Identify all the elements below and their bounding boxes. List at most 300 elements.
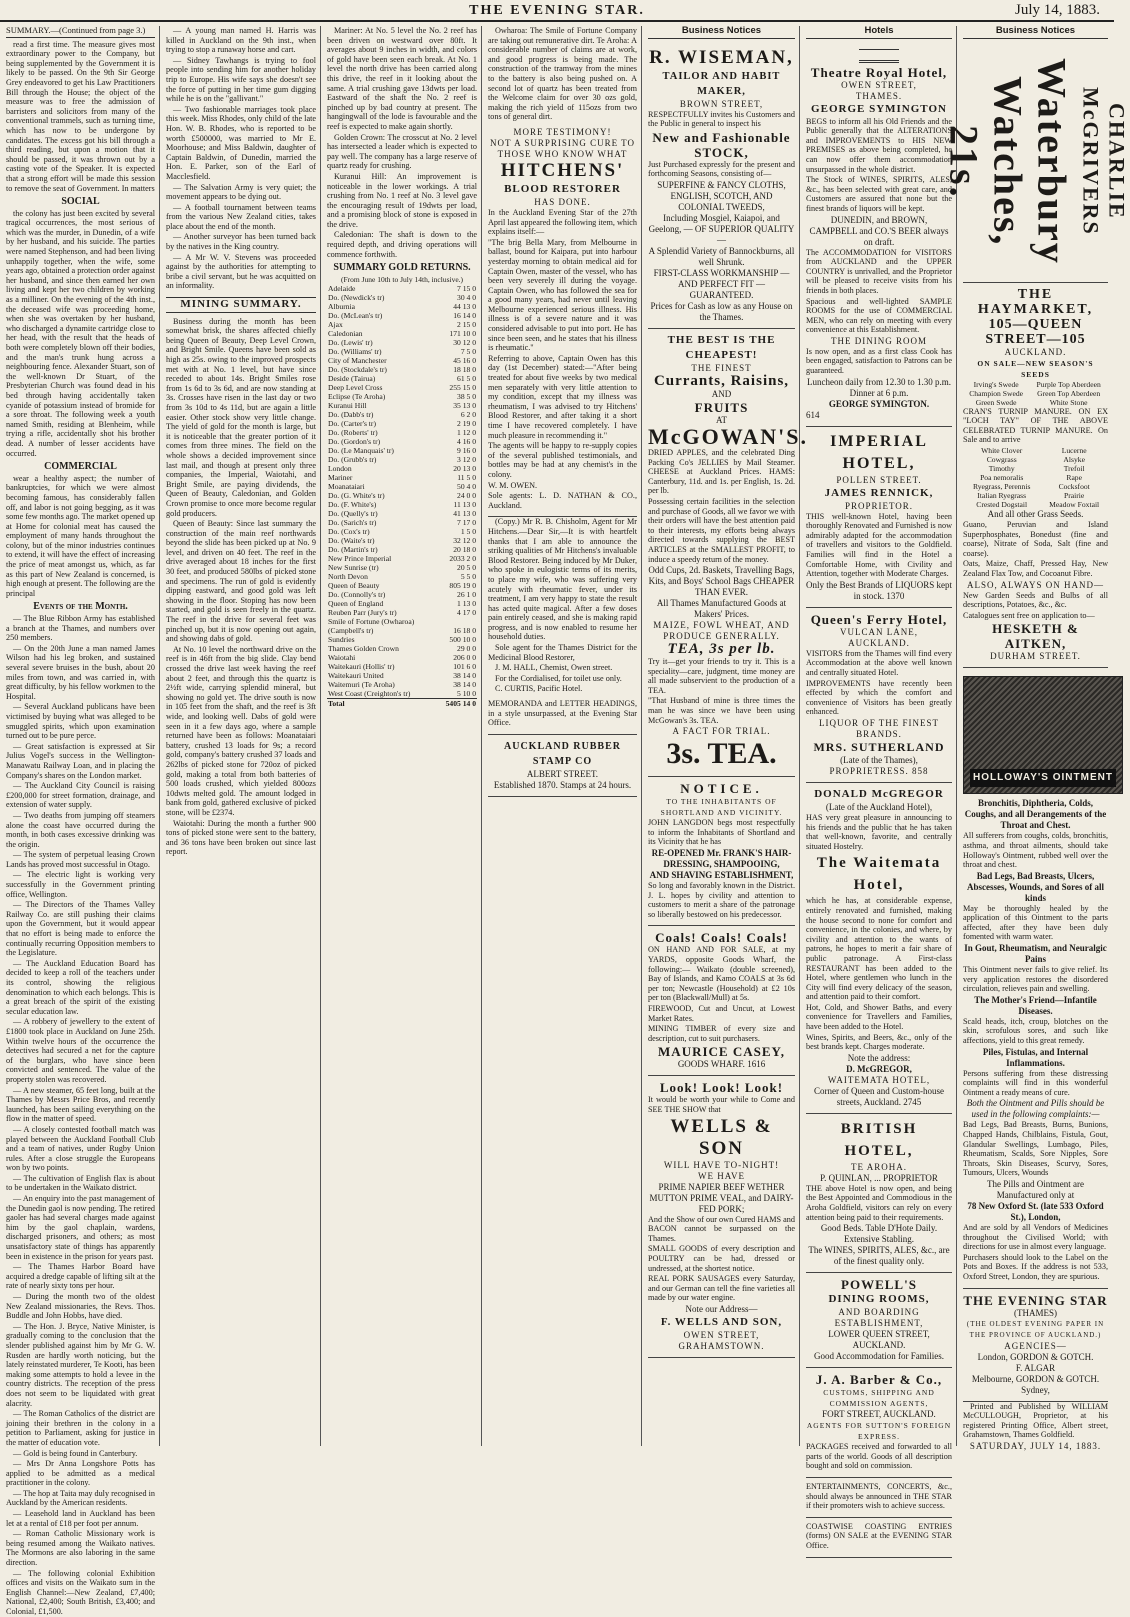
gold-return-row-cell: 41 13 0 <box>453 509 476 519</box>
gold-return-row <box>327 590 477 599</box>
tea-quote: "That Husband of mine is three times the man he was since we have been using McGowan's 3s. TEA. <box>648 696 795 725</box>
grass-row-cell: White Clover <box>981 445 1023 455</box>
gold-return-row-cell: 61 5 0 <box>457 374 476 384</box>
gold-return-row-cell: Do. (Dabb's tr) <box>328 410 374 420</box>
remedy-paragraph: Sole agent for the Thames District for the Medicinal Blood Restorer, <box>488 643 637 662</box>
mining-summary-list <box>166 317 316 857</box>
gold-return-row-cell: 50 4 0 <box>457 482 476 492</box>
wiseman-cloths: SUPERFINE & FANCY CLOTHS, ENGLISH, SCOTCH, AND COLONIAL TWEEDS, <box>657 179 786 212</box>
haymarket-title: THE HAYMARKET, <box>977 286 1094 317</box>
casey-address <box>648 1059 795 1070</box>
testimony-paragraph: Sole agents: L. D. NATHAN & CO., Auckland. <box>488 491 637 510</box>
gold-return-row <box>327 338 477 347</box>
business-notices-header-2: Business Notices <box>963 26 1108 39</box>
news-item: — Another surveyor has been turned back by the natives in the King country. <box>166 232 316 252</box>
gold-return-row-cell: Alburnia <box>328 302 355 312</box>
haymarket-ad <box>963 283 1108 669</box>
stabling: Extensive Stabling. <box>844 1234 914 1245</box>
gold-return-row-cell: 32 12 0 <box>453 536 476 546</box>
mining-summary-heading: MINING SUMMARY. <box>166 297 316 313</box>
total-value: 5405 14 0 <box>437 699 477 709</box>
gold-return-row <box>327 365 477 374</box>
gold-return-row-cell: 24 0 0 <box>457 491 476 501</box>
events-heading: Events of the Month. <box>33 601 128 613</box>
grass-row <box>963 446 1108 455</box>
commercial-heading: COMMERCIAL <box>44 461 117 473</box>
garden-text: New Garden Seeds and Bulbs of all descriptions, Potatoes, &c., &c. <box>963 590 1108 610</box>
gold-return-row-cell: 9 16 0 <box>457 446 476 456</box>
gold-return-row-cell: 805 19 0 <box>449 581 476 591</box>
langdon-text-2: So long and favorably known in the District. J. L. hopes by civility and attention to customers to merit a share of the patronage so liberally bestowed on his predecessor. <box>648 881 795 919</box>
queen-street: 105—QUEEN STREET—105 <box>985 316 1086 347</box>
coals-text: ON HAND AND FOR SALE, at my YARDS, opposite Goods Wharf, the following:— Waikato (double screened), Bay of Islands, and Kamo COALS at 3s 6d per ton; Newcastle (Household) at £2 10s per ton (Blackwall/Mull) at 5s. <box>648 945 795 1003</box>
gold-return-row <box>327 455 477 464</box>
gold-return-row-cell: Waitekauri (Hollis' tr) <box>328 662 395 672</box>
theatre-address: OWEN STREET, <box>841 79 917 90</box>
news-item: — A young man named H. Harris was killed in Auckland on the 9th inst., when trying to stop a runaway horse and cart. <box>166 26 316 55</box>
gold-return-row-cell: North Devon <box>328 572 368 582</box>
mcgowan-name: McGOWAN'S. <box>648 423 808 449</box>
seed-row-cell: White Stone <box>1049 397 1088 407</box>
business-notices-header: Business Notices <box>648 26 795 39</box>
summary-header: SUMMARY.—(Continued from page 3.) <box>6 26 155 38</box>
gold-return-row-cell: 1 13 0 <box>457 599 476 609</box>
waitemata-signature: WAITEMATA HOTEL, <box>827 1074 931 1085</box>
gold-return-row-cell: 16 14 0 <box>453 311 476 321</box>
seed-row <box>963 389 1108 398</box>
gold-return-row <box>327 356 477 365</box>
hitchens-ad <box>488 123 637 517</box>
ferry-auckland: AUCKLAND. <box>848 637 910 648</box>
testimony-paragraph: W. M. OWEN. <box>488 480 538 490</box>
liquors-label: Only the Best Brands of LIQUORS kept in stock. <box>806 579 952 601</box>
gold-return-row-cell: 20 13 0 <box>453 464 476 474</box>
fact-trial: A FACT FOR TRIAL. <box>672 726 771 737</box>
piles-heading: Piles, Fistulas, and Internal Inflammations. <box>982 1046 1089 1068</box>
quinlan-proprietor: P. QUINLAN, ... PROPRIETOR <box>820 1172 938 1183</box>
event-item: — The Hon. J. Bryce, Native Minister, is gradually coming to the conclusion that the slender published against him by Mr G. W. Rusden are hardly worth noticing, but the lately reinstated murderer, Te Kooti, has been making some attempts to hold a levee in the country districts. The reception of the press does not seem to be liquidated with great alacrity. <box>6 1321 155 1408</box>
mcgowan-text-2: Possessing certain facilities in the selection and purchase of Goods, all we favor we with their orders will have the best attention paid to their interests, my efforts being always directed towards supplying the BEST ARTICLES at the SMALLEST PROFIT, to induce a speedy return of the money. <box>648 496 795 564</box>
agencies: AGENCIES— <box>1004 1340 1067 1351</box>
gold-return-row-cell: 30 12 0 <box>453 338 476 348</box>
remedy-paragraph: J. M. HALL, Chemist, Owen street. <box>495 663 613 673</box>
look-heading: Look! Look! Look! <box>659 1080 784 1096</box>
tea-text: Try it—get your friends to try it. This is a speciality—care, judgment, time money are all made subservient to the production of a TEA. <box>648 657 795 695</box>
rennick-name: JAMES RENNICK, <box>824 486 934 499</box>
proprietress <box>806 766 952 777</box>
gold-return-row <box>327 563 477 572</box>
rubber-stamp-established: Established 1870. Stamps at 24 hours. <box>493 779 632 790</box>
gold-return-row <box>327 608 477 617</box>
gold-return-row-cell: Queen of England <box>328 599 384 609</box>
wells-ad <box>648 1076 795 1358</box>
symington-signature: GEORGE SYMINGTON. <box>828 398 930 409</box>
evening-star-ad <box>963 1289 1108 1402</box>
queens-ferry-ad <box>806 608 952 783</box>
gold-return-row-cell: 26 1 0 <box>457 590 476 600</box>
gold-return-row <box>327 671 477 680</box>
gold-return-row-cell: 7 17 0 <box>457 518 476 528</box>
sausages-text: REAL PORK SAUSAGES every Saturday, and our German can tell the fine varieties all made by our water engine. <box>648 1274 795 1303</box>
gold-return-row-cell: 1 5 0 <box>460 527 476 537</box>
grass-row <box>963 464 1108 473</box>
gold-return-row-cell: Do. (Lewis' tr) <box>328 338 373 348</box>
grass-row-cell: Alsyke <box>1063 454 1085 464</box>
testimony-paragraph: Referring to above, Captain Owen has this day (1st December) stated:—"After being treated for about five weeks by two medical men separately with very little attention to my condition, except that my illness was rheumatism, I was advised to try Hitchens' Blood Restorer, and after taking it a short time I have recovered completely. I have much pleasure in recommending it." <box>488 353 637 440</box>
gold-returns-total-row <box>327 699 477 709</box>
gold-return-row-cell: 7 15 0 <box>457 284 476 294</box>
mining-paragraph: Queen of Beauty: Since last summary the construction of the main reef northwards beyond the slide has been picked up at No. 9 level, and driven on 40 feet. The reef in the drive averaged about 18 inches for the first 30 feet, and produced 580lbs of picked stone and specimens. The run of gold is evidently dipping eastward, and good gold was left showing in the floor. Stoping has now been started, and gold is seen freely in the quartz. The reef in the drive for several feet was pinched up, but it is now opening out again, and showing dabs of gold. <box>166 519 316 644</box>
gold-return-row-cell: 11 5 0 <box>457 473 476 483</box>
beef-text: PRIME NAPIER BEEF WETHER MUTTON PRIME VEAL, and DAIRY-FED PORK; <box>649 1181 794 1214</box>
guano-text: Guano, Peruvian and Island Superphosphates, Bonedust (fine and coarse), Nitrate of Soda, Salt (fine and coarse). <box>963 519 1108 558</box>
gold-return-row <box>327 392 477 401</box>
gold-return-row <box>327 293 477 302</box>
good-beds: Good Beds. Table D'Hote Daily. <box>820 1223 938 1234</box>
grass-row <box>963 455 1108 464</box>
crest-icon <box>859 49 899 63</box>
gold-return-row <box>327 401 477 410</box>
gold-return-row-cell: 44 13 0 <box>453 302 476 312</box>
hot-cold-text: Hot, Cold, and Shower Baths, and every convenience for Travellers and Families, have been added to the Hotel. <box>806 1002 952 1032</box>
gold-return-row <box>327 509 477 518</box>
gold-return-row <box>327 302 477 311</box>
gold-return-row-cell: City of Manchester <box>328 356 387 366</box>
waterbury-text: Waterbury Watches, 21s. <box>941 58 1075 266</box>
gold-return-row <box>327 581 477 590</box>
mcgregor-signature: D. McGREGOR, <box>846 1063 912 1074</box>
holloway-address: 78 New Oxford St. (late 533 Oxford St.), London, <box>967 1200 1104 1222</box>
gold-return-row <box>327 437 477 446</box>
gold-return-row <box>327 554 477 563</box>
seed-row-cell: Champion Swede <box>969 388 1024 398</box>
gold-return-row <box>327 446 477 455</box>
news-item: — A Mr W. V. Stevens was proceeded against by the authorities for attempting to bribe a civil servant, but he was acquitted on an informality. <box>166 252 316 291</box>
seed-row-cell: Green Top Aberdeen <box>1037 388 1101 398</box>
gold-return-row-cell: Mariner <box>328 473 353 483</box>
owharoa-paragraph: Owharoa: The Smile of Fortune Company are taking out remunerative dirt. Te Aroha: A considerable number of claims are at work, and good progress is being made. The construction of the tramway from the mines to the battery is also being pushed on. A second lot of quartz has been treated from the Welcome claim for over 30 ozs gold, making the rich yield of 115ozs from two tons of general dirt. <box>488 26 637 122</box>
odd-cups: Odd Cups, 2d. Baskets, Travelling Bags, Kits, and Boys' School Bags CHEAPER THAN EVER. <box>648 565 795 598</box>
event-item: — A robbery of jewellery to the extent of £1800 took place in Auckland on June 25th. Within twelve hours of the occurrence the detectives had secured a net for the capture of the burglars, who have since been convicted and sentenced. The value of the property stolen was recovered. <box>6 1017 155 1084</box>
grass-row-cell: Cowgrass <box>986 454 1017 464</box>
grass-row-cell: Italian Ryegrass <box>977 490 1027 500</box>
finest-label: THE FINEST <box>691 362 752 373</box>
gold-return-row-cell: Do. (Waite's tr) <box>328 536 375 546</box>
gold-return-row-cell: 2 15 0 <box>457 320 476 330</box>
mining-paragraph: Business during the month has been somewhat brisk, the shares affected chiefly being Queen of Beauty, Deep Level Crown, and Bright Smile. Queens have been sold as high as 25s. owing to the improved prospects met with at No. 1 level, but have since receded to about 14s. Bright Smiles rose from 1s 6d to 3s 6d, and are now standing at 3s. Crosses have risen in the last day or two from 3s 10d to 4s 11d, but are again a little easier. Other stock show very little change. The yield of gold for the month is large, but it is noticeable that the greater portion of it comes from three mines. The field on the whole shows a decided improvement since last mail, and though at present only three companies, the Imperial, Waiotahi, and Bright Smile, are paying dividends, the Queen of Beauty, Caledonian, and Golden Crown promise to once more become regular gold producers. <box>166 316 316 518</box>
gold-return-row <box>327 689 477 699</box>
stock-wines: The Stock of WINES, SPIRITS, ALES, &c., has been selected with great care, and Customers are assured that none but the finest brands of liquors will be kept. <box>806 175 952 213</box>
complaints-list: Bad Legs, Bad Breasts, Burns, Bunions, Chapped Hands, Chilblains, Fistula, Gout, Glandular Swellings, Lumbago, Piles, Rheumatism, Scalds, Sore Nipples, Sore Throats, Skin Diseases, Scurvy, Sores, Tumours, Ulcers, Wounds <box>963 1120 1108 1178</box>
wines-quality: The WINES, SPIRITS, ALES, &c., are of the finest quality only. <box>808 1245 950 1267</box>
boarding: AND BOARDING ESTABLISHMENT, <box>834 1307 924 1329</box>
gold-return-row <box>327 662 477 671</box>
total-label: Total <box>327 699 437 709</box>
gold-return-row <box>327 680 477 689</box>
vulcan-lane: VULCAN LANE, <box>840 626 918 637</box>
british-text: THE above Hotel is now open, and being the Best Appointed and Commodious in the Aroha Goldfield, visitors can rely on every attention being paid to their requirements. <box>806 1183 952 1222</box>
gold-return-row-cell: Do. (Sarich's tr) <box>328 518 377 528</box>
casey-name: MAURICE CASEY, <box>658 1044 785 1060</box>
currants-label: Currants, Raisins, <box>653 372 790 389</box>
both-text: Both the Ointment and Pills should be used in the following complaints:— <box>966 1098 1105 1120</box>
mcgowan-text: DRIED APPLES, and the celebrated Ding Packing Co's JELLIES by Mail Steamer. CHEESE at Auckland Prices. HAMS: Canterbury, 11d. and 1s. per English, 1s. 2d. per lb. <box>648 447 795 496</box>
events-list <box>6 614 155 1617</box>
mining-paragraph: Kuranui Hill: An improvement is noticeable in the lower workings. A trial crushing from No. 1 reef at No. 3 level gave the encouraging result of 19dwts per load, and a promising block of stone is exposed in the drive. <box>327 171 477 229</box>
tea-big: 3s. TEA. <box>666 737 777 771</box>
gold-return-row-cell: 255 15 0 <box>449 383 476 393</box>
entertainments-text: ENTERTAINMENTS, CONCERTS, &c., should always be announced in THE STAR if their promoters wish to achieve success. <box>806 1482 952 1511</box>
gold-return-row <box>327 653 477 662</box>
wells-sub: WILL HAVE TO-NIGHT! <box>663 1159 780 1170</box>
powells-name: POWELL'S <box>841 1277 917 1293</box>
te-aroha: TE AROHA. <box>851 1161 907 1172</box>
gold-return-row-cell: 206 0 0 <box>453 653 476 663</box>
event-item: — Several Auckland publicans have been victimised by buying what was alleged to be smuggled spirits, which upon examination turned out to be pure perce. <box>6 702 155 741</box>
finest-brands: LIQUOR OF THE FINEST BRANDS. <box>818 717 940 739</box>
grass-row <box>963 500 1108 509</box>
holloway-ad <box>963 668 1113 1288</box>
star-heading: THE EVENING STAR <box>963 1292 1108 1308</box>
oats-text: Oats, Maize, Chaff, Pressed Hay, New Zealand Flax Tow, and Cocoanut Fibre. <box>963 559 1108 578</box>
langdon-notice <box>648 777 795 926</box>
event-item: — The hop at Taita may duly recognised in Auckland by the American residents. <box>6 1488 155 1508</box>
gold-return-row-cell: 6 2 0 <box>460 410 476 420</box>
gold-return-row-cell: Do. (Connolly's tr) <box>328 590 386 600</box>
gold-return-row <box>327 320 477 329</box>
gold-return-row-cell: New Prince Imperial <box>328 554 392 564</box>
summary-opening: read a first time. The measure gives most extraordinary power to the Company, but being supplemented by the Government it is likely to be passed. On the 9th Sir George Grey endeavored to get his Law Practitioners Bill through the House; the object of the measure was to free the admission of barristers and solicitors from many of the conventional trammels, such as turning time, which has now to be undergone by candidates. The excess got his bill through a third reading, but upon a motion that it should be passed, it was thrown out by a casting vote of the Speaker. It is expected that a strong effort will be made this session to remove the seat of Government. In matters <box>6 39 155 193</box>
has-done: HAS DONE. <box>534 196 591 207</box>
mining-paragraph: Mariner: At No. 5 level the No. 2 reef has been driven on westward over 80ft. It averages about 9 inches in width, and colors of gold have been seen each break. At No. 1 level the north drive has been carried along this drive, the reef in it looking about the same. A trial crushing gave 13dwts per load. Eastward of the shaft the No. 2 reef is pinched up by bad country at present. The hangingwall of the lode is favourable and the reef is expected to make again shortly. <box>327 26 477 131</box>
gold-return-row <box>327 644 477 653</box>
grass-row-cell: Ryegrass, Perennis <box>972 481 1031 491</box>
maize-produce: MAIZE, FOWL WHEAT, AND PRODUCE GENERALLY. <box>653 620 790 642</box>
gold-return-row <box>327 572 477 581</box>
agency-algar: F. ALGAR <box>1015 1362 1056 1373</box>
gold-return-row-cell: 35 13 0 <box>453 401 476 411</box>
gold-returns-heading: SUMMARY GOLD RETURNS. <box>333 262 471 274</box>
imperial-name: IMPERIAL HOTEL, <box>830 432 928 472</box>
gold-return-row-cell: Caledonian <box>328 329 363 339</box>
grass-row-cell: Trefoil <box>1063 463 1085 473</box>
gold-return-row-cell: 4 16 0 <box>457 437 476 447</box>
ferry-name: Queen's Ferry Hotel, <box>810 611 948 627</box>
wiseman-assort: A Splendid Variety of Bannockburns, all well Shrunk. <box>648 245 795 267</box>
luncheon: Luncheon daily from 12.30 to 1.30 p.m. Dinner at 6 p.m. <box>807 376 951 398</box>
gold-return-row-cell: Waiotahi <box>328 653 356 663</box>
gold-return-row-cell: 2 19 0 <box>457 419 476 429</box>
grass-row-cell: Lucerne <box>1061 445 1087 455</box>
hitchens-title: HITCHENS' <box>500 159 625 181</box>
agency-sydney: Sydney, <box>1021 1384 1050 1395</box>
improvements-text: IMPROVEMENTS have recently been effected by which the comfort and convenience of Visitors has been greatly enhanced. <box>806 678 952 717</box>
grass-row-cell: Crested Dogstail <box>976 499 1028 509</box>
business-notices-column <box>644 25 808 1446</box>
remedy-text <box>488 517 637 694</box>
gold-return-row-cell: Kuranui Hill <box>328 401 367 411</box>
seed-row-cell: Purple Top Aberdeen <box>1036 379 1101 389</box>
pollen-street: POLLEN STREET. <box>836 474 922 485</box>
gold-return-row <box>327 347 477 356</box>
event-item: — Great satisfaction is expressed at Sir Julius Vogel's success in the Wellington-Manawatu Railway Loan, and in placing the Company's shares on the London market. <box>6 741 155 780</box>
mining-continued <box>327 26 477 259</box>
ferry-text: VISITORS from the Thames will find every Accommodation at the above well known and centrally situated Hotel. <box>806 648 952 677</box>
symington-text: BEGS to inform all his Old Friends and the Public generally that the ALTERATIONS and IMPROVEMENTS to HIS NEW PREMISES as above being completed, he can now offer them accommodation unsurpassed in the whole district. <box>806 116 952 174</box>
gold-return-row-cell: Do. (Cox's tr) <box>328 527 370 537</box>
durham-street: DURHAM STREET. <box>990 651 1081 662</box>
timber-text: MINING TIMBER of every size and description, cut to suit purchasers. <box>648 1024 795 1043</box>
gold-return-row-cell: 7 5 0 <box>460 347 476 357</box>
event-item: — An enquiry into the past management of the Dunedin gaol is now pending. The retired gaoler has had several charges made against him by the gaol chaplain, wardens, discharged prisoners, and others; as most unsatisfactory state of things has apparently been in existence in the prison for years past. <box>6 1194 155 1261</box>
news-item: — The Salvation Army is very quiet; the movement appears to be dying out. <box>166 182 316 202</box>
business-notices-column-2 <box>941 25 1130 1451</box>
waitemata-text: which he has, at considerable expense, entirely renovated and furnished, making the house second to none for comfort and convenience, in the colonies, and where, by civility and attention to the wants of patrons, he hopes to merit a fair share of public patronage. A First-class RESTAURANT has been added to the Hotel, where gentlemen who lunch in the City will find every delicacy of the season, and attention paid to their comfort. <box>806 896 952 1002</box>
dining-rooms: DINING ROOMS, <box>828 1293 930 1306</box>
seed-row <box>963 398 1108 407</box>
grass-row-cell: Cocksfoot <box>1058 481 1090 491</box>
star-thames: (THAMES) <box>1014 1307 1057 1318</box>
event-item: — A closely contested football match was played between the Auckland Football Club and a team of natives, under Rugby Union rules. After a close struggle the Europeans won by two points. <box>6 1124 155 1173</box>
liquors-text <box>806 580 952 602</box>
gold-return-row-cell: Waitemuri (Te Aroha) <box>328 680 395 690</box>
packages-text: PACKAGES received and forwarded to all parts of the world. Goods of all description bought and sold on commission. <box>806 1442 952 1471</box>
remedy-paragraph: For the Cordialised, for toilet use only. <box>495 673 622 683</box>
testimony-paragraph: In the Auckland Evening Star of the 27th April last appeared the following item, which explains itself:— <box>488 207 637 237</box>
on-sale: ON SALE—NEW SEASON'S SEEDS <box>977 358 1094 379</box>
charlie-text: CHARLIE McGRIVERS <box>1078 87 1130 236</box>
social-text: the colony has just been excited by several tragical occurrences, the most serious of which was the murder, in Dunedin, of a wife by her husband, and his suicide. The parties were named Stephenson, and had been living unhappily together, when the wife, some years ago, obtained a protection order against her husband, and since then earned her own living and kept her two children by working as a milliner. On the evening of the 4th inst., the deceased wife was proceeding home, when she was overtaken by her husband, who discharged a dynamite cartridge close to her head, with the result that the heads of both were completely blown off their bodies, and the man's trunk hung across a neighbouring fence. Alexander Stuart, son of the well-known Dr Stuart, of the Presbyterian Church was found dead in his bed through having accidentally taken cyanide of potassium instead of bromide for a sore throat. The following week a youth named Smith, residing at Blenheim, while trying a rifle, accidentally shot his brother dead. A number of lesser accidents have occurred. <box>6 208 155 458</box>
gold-return-row <box>327 617 477 626</box>
event-item: — The Auckland Education Board has decided to keep a roll of the teachers under its control, showing the religious denomination to which each belongs. This is a great breach of the spirit of the existing secular education law. <box>6 958 155 1016</box>
gold-return-row-cell: Do. (Williams' tr) <box>328 347 382 357</box>
always-on-hand: ALSO, ALWAYS ON HAND— <box>966 579 1104 590</box>
sold-text: And are sold by all Vendors of Medicines throughout the Civilised World; with directions for use in almost every language. <box>963 1222 1108 1252</box>
manufactured-text: The Pills and Ointment are Manufactured only at <box>987 1178 1084 1200</box>
gold-return-row <box>327 419 477 428</box>
mcgowan-ad <box>648 329 808 777</box>
barber-name: J. A. Barber & Co., <box>815 1372 943 1388</box>
gold-return-row-cell: Do. (Martin's tr) <box>328 545 378 555</box>
gold-return-row <box>327 329 477 338</box>
waitemata-hotel-ad <box>806 783 952 1114</box>
newspaper-title: THE EVENING STAR. <box>469 3 645 18</box>
gold-return-row <box>327 284 477 293</box>
wells-full-name: F. WELLS AND SON, <box>660 1315 783 1328</box>
ad-number-858: 858 <box>912 765 929 776</box>
crans-text: CRAN'S TURNIP MANURE. ON EX "LOCH TAY" OF THE ABOVE CELEBRATED TURNIP MANURE. On Sale and to arrive <box>963 406 1108 445</box>
wines-note: Wines, Spirits, and Beers, &c., only of the best brands kept. Charges moderate. <box>806 1032 952 1052</box>
coals-ad <box>648 926 795 1076</box>
grass-row-cell: Rape <box>1066 472 1082 482</box>
remedy-paragraph: C. CURTIS, Pacific Hotel. <box>495 684 583 694</box>
wiseman-more: Including Mosgiel, Kaiapoi, and Geelong, — OF SUPERIOR QUALITY — <box>648 212 795 245</box>
gold-returns-subtitle: (From June 10th to July 14th, inclusive.) <box>340 274 464 284</box>
wiseman-street: BROWN STREET, <box>679 98 764 109</box>
we-have: WE HAVE <box>697 1170 746 1181</box>
gold-return-row-cell: 5 10 0 <box>457 689 476 699</box>
gold-return-row-cell: Do. (F. White's) <box>328 500 377 510</box>
barber-ad <box>806 1368 952 1478</box>
british-hotel-ad <box>806 1114 952 1273</box>
event-item: — The electric light is working very successfully in the Government printing office, Wellington. <box>6 870 155 899</box>
gold-return-row-cell: Do. (Quelly's tr) <box>328 509 378 519</box>
rennick-proprietor: PROPRIETOR. <box>844 500 914 511</box>
gold-return-row <box>327 527 477 536</box>
gold-return-row <box>327 545 477 554</box>
british-name: BRITISH HOTEL, <box>840 1120 918 1159</box>
gold-return-row-cell: London <box>328 464 352 474</box>
shaving: AND SHAVING ESTABLISHMENT, <box>649 870 794 881</box>
dining-text: Is now open, and as a first class Cook has been engaged, satisfaction to Patrons can be guaranteed. <box>806 346 952 376</box>
gold-return-row <box>327 464 477 473</box>
casey-address-text: GOODS WHARF. <box>677 1059 745 1070</box>
late-thames: (Late of the Thames), <box>840 754 918 765</box>
mothers-text: Scald heads, itch, croup, blotches on the skin, scrofulous sores, and such like affections, yield to this great remedy. <box>963 1016 1108 1046</box>
rubber-stamp-address: ALBERT STREET. <box>526 768 599 779</box>
gold-return-row <box>327 626 477 635</box>
gold-return-row <box>327 473 477 482</box>
seed-row-cell: Irving's Swede <box>973 379 1019 389</box>
holloway-seal-icon <box>963 676 1123 794</box>
small-goods-text: SMALL GOODS of every description and POULTRY can be had, dressed or undressed, at the shortest notice. <box>648 1244 795 1273</box>
tea-price: TEA, 3s per lb. <box>667 641 776 658</box>
haymarket-auckland: AUCKLAND. <box>1004 346 1067 357</box>
gold-return-row <box>327 518 477 527</box>
event-item: — A new steamer, 65 feet long, built at the Thames by Messrs Price Bros, and recently launched, has been sailing everything on the flow in the matter of speed. <box>6 1085 155 1124</box>
memoranda-text: MEMORANDA and LETTER HEADINGS, in a style unsurpassed, at the Evening Star Office. <box>488 699 637 728</box>
grass-row-cell: Meadow Foxtail <box>1049 499 1100 509</box>
gold-return-row-cell: Queen of Beauty <box>328 581 380 591</box>
misc-news-list <box>166 26 316 291</box>
event-item: — Mrs Dr Anna Longshore Potts has applied to be admitted as a medical practitioner in the colony. <box>6 1459 155 1488</box>
proprietress-label: PROPRIETRESS. <box>829 765 909 776</box>
event-item: — The Auckland City Council is raising £200,000 for street formation, drainage, and extension of water supply. <box>6 781 155 810</box>
good-accommodation: Good Accommodation for Families. <box>814 1351 944 1362</box>
mcgregor-text: HAS very great pleasure in announcing to his friends and the public that he has taken that well-known, favorite, and centrally situated Hostelry. <box>806 812 952 851</box>
ad-number-2745: 2745 <box>903 1096 922 1107</box>
gold-return-row-cell: Smile of Fortune (Owharoa) <box>328 617 415 627</box>
gold-return-row-cell: Do. (Roberts' tr) <box>328 428 378 438</box>
fruits-label: FRUITS <box>694 399 749 415</box>
gold-return-row-cell: Thames Golden Crown <box>328 644 399 654</box>
mining-paragraph: Golden Crown: The crosscut at No. 2 level has intersected a leader which is expected to pay well. The company has a large reserve of quartz ready for crushing. <box>327 132 477 171</box>
wiseman-trade: TAILOR AND HABIT MAKER, <box>662 70 781 97</box>
wiseman-name: R. WISEMAN, <box>649 46 794 68</box>
grasses-table <box>963 446 1108 509</box>
wiseman-stock: New and Fashionable STOCK, <box>652 129 791 160</box>
agency-melbourne: Melbourne, GORDON & GOTCH. <box>971 1373 1100 1384</box>
coastwise-text: COASTWISE COASTING ENTRIES (forms) ON SALE at the EVENING STAR Office. <box>806 1521 952 1550</box>
agency-london: London, GORDON & GOTCH. <box>977 1351 1094 1362</box>
star-sub: (THE OLDEST EVENING PAPER IN THE PROVINCE OF AUCKLAND.) <box>966 1319 1105 1339</box>
event-item: — The Roman Catholics of the district are joining their brethren in the colony in a petition to Parliament, asking for justice in the matter of education vote. <box>6 1409 155 1447</box>
gold-return-row <box>327 374 477 383</box>
notice-heading: NOTICE. <box>680 781 763 797</box>
grass-row-cell: Prairie <box>1064 490 1085 500</box>
gold-return-row-cell: Ajax <box>328 320 343 330</box>
theatre-thames: THAMES. <box>855 90 903 101</box>
gold-return-row <box>327 428 477 437</box>
gold-returns-table <box>327 284 477 708</box>
commercial-text: wear a healthy aspect; the number of bankruptcies, for which we were almost becoming famous, has considerably fallen off, and labor is not going begging, as it was some few months ago. The market opened up at Home for colonial meat has caused the employment of many hands throughout the colony, but of the minor industries continues to extend, it will have the effect of increasing the price of meat amongst us, which, as far as this part of New Zealand is concerned, is high enough at present. The following are the principal <box>6 473 156 598</box>
reopened: RE-OPENED Mr. FRANK'S HAIR-DRESSING, SHAMPOOING, <box>651 848 792 870</box>
testimony-subheading: NOT A SURPRISING CURE TO THOSE WHO KNOW WHAT <box>489 137 636 159</box>
bad-legs-text: May be thoroughly healed by the application of this Ointment to the parts affected, after they have been duly fomented with warm water. <box>963 903 1108 942</box>
langdon-text: JOHN LANGDON begs most respectfully to inform the Inhabitants of Shortland and its Vicinity that he has <box>648 818 795 847</box>
misc-mining-column <box>162 26 321 1446</box>
gold-return-row-cell: 1 12 0 <box>457 428 476 438</box>
